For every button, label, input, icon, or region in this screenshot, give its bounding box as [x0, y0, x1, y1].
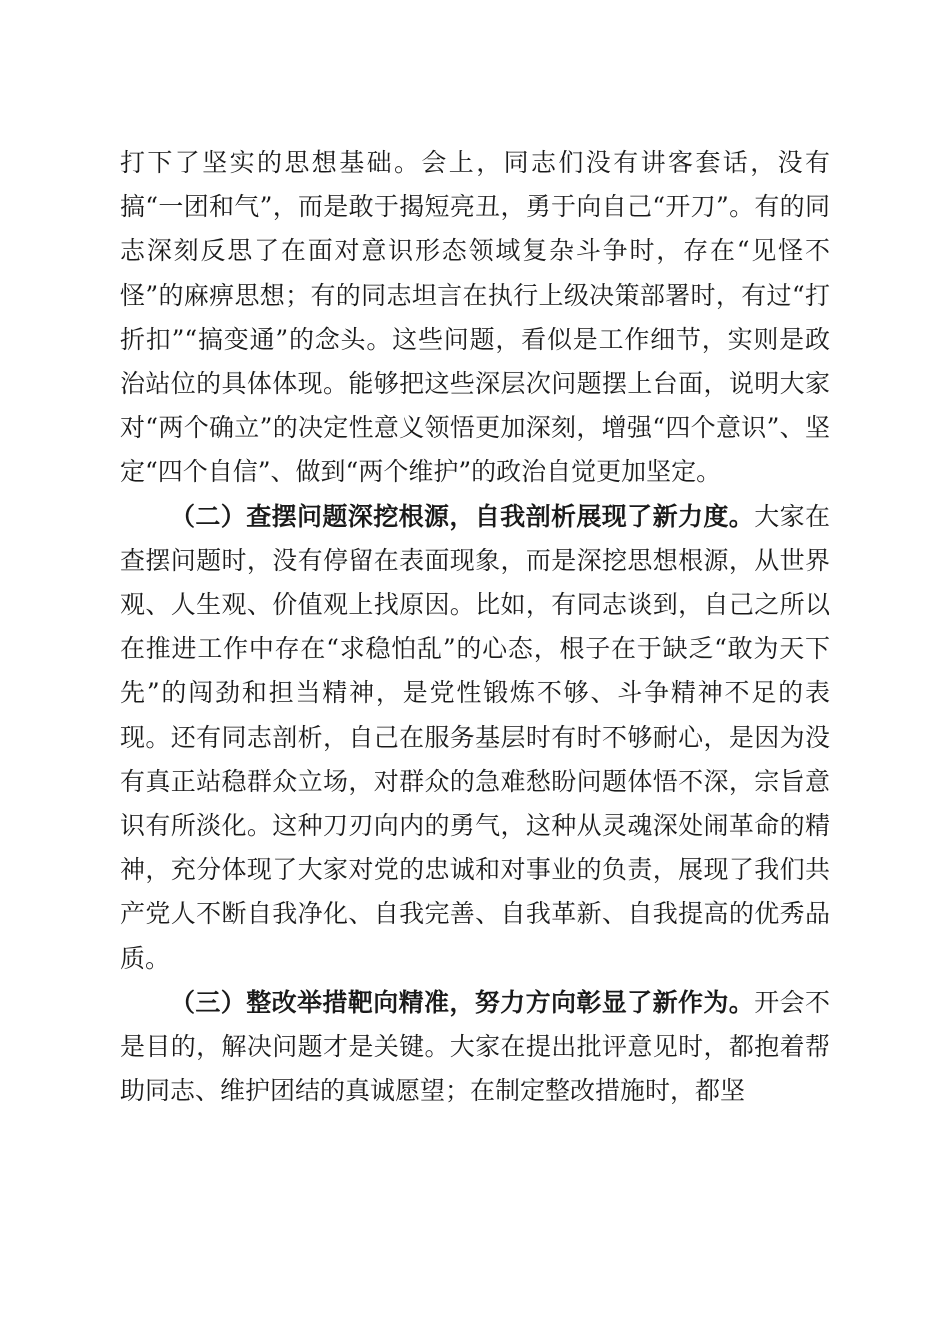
paragraph-body: 打下了坚实的思想基础。会上，同志们没有讲客套话，没有搞“一团和气”，而是敢于揭短亮丑，勇于向自己“开刀”。有的同志深刻反思了在面对意识形态领域复杂斗争时，存在“见怪不怪”的麻痹思想；有的同志坦言在执行上级决策部署时，有过“打折扣”“搞变通”的念头。这些问题，看似是工作细节，实则是政治站位的具体体现。能够把这些深层次问题摆上台面，说明大家对“两个确立”的决定性意义领悟更加深刻，增强“四个意识”、坚定“四个自信”、做到“两个维护”的政治自觉更加坚定。	[120, 148, 830, 487]
paragraph-section-3	[120, 981, 830, 1114]
paragraph-body: 大家在查摆问题时，没有停留在表面现象，而是深挖思想根源，从世界观、人生观、价值观上找原因。比如，有同志谈到，自己之所以在推进工作中存在“求稳怕乱”的心态，根子在于缺乏“敢为天下先”的闯劲和担当精神，是党性锻炼不够、斗争精神不足的表现。还有同志剖析，自己在服务基层时有时不够耐心，是因为没有真正站稳群众立场，对群众的急难愁盼问题体悟不深，宗旨意识有所淡化。这种刀刃向内的勇气，这种从灵魂深处闹革命的精神，充分体现了大家对党的忠诚和对事业的负责，展现了我们共产党人不断自我净化、自我完善、自我革新、自我提高的优秀品质。	[120, 501, 830, 973]
paragraph-continuation	[120, 141, 830, 495]
paragraph-section-2	[120, 495, 830, 981]
document-body	[120, 141, 830, 1113]
paragraph-heading: （三）整改举措靶向精准，努力方向彰显了新作为。	[170, 987, 755, 1017]
paragraph-body: 开会不是目的，解决问题才是关键。大家在提出批评意见时，都抱着帮助同志、维护团结的真诚愿望；在制定整改措施时，都坚	[120, 987, 830, 1106]
paragraph-heading: （二）查摆问题深挖根源，自我剖析展现了新力度。	[170, 501, 755, 531]
